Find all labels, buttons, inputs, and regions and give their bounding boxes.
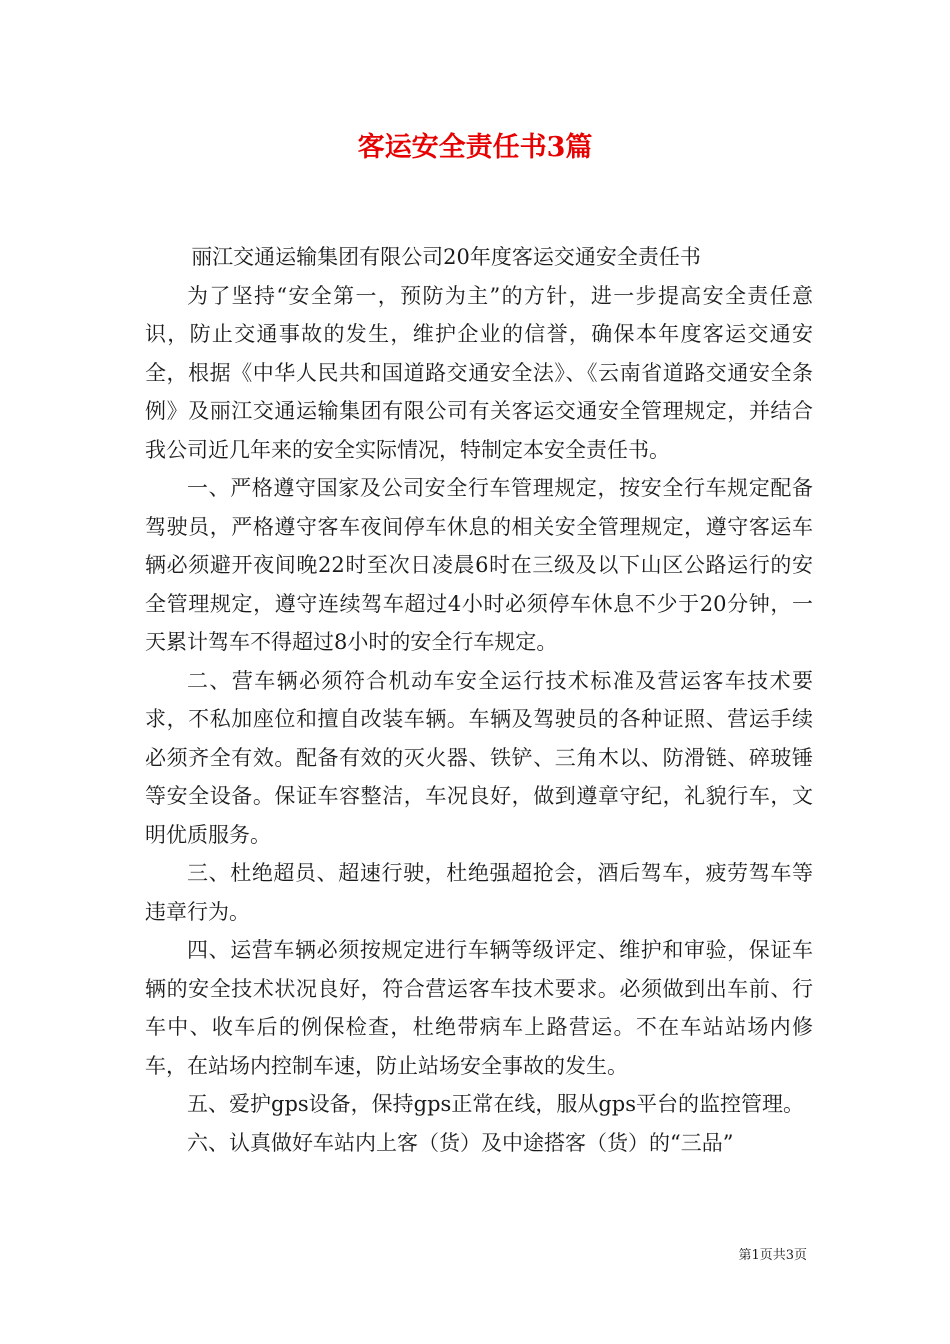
document-title: 客运安全责任书3篇: [357, 132, 593, 163]
paragraph-clause-2: 二、营车辆必须符合机动车安全运行技术标准及营运客车技术要求，不私加座位和擅自改装车辆。车辆及驾驶员的各种证照、营运手续必须齐全有效。配备有效的灭火器、铁铲、三角木以、防滑链、碎玻锤等安全设备。保证车容整洁，车况良好，做到遵章守纪，礼貌行车，文明优质服务。: [145, 668, 813, 847]
paragraph-clause-5: 五、爱护gps设备，保持gps正常在线，服从gps平台的监控管理。: [187, 1092, 804, 1116]
paragraph-heading: 丽江交通运输集团有限公司20年度客运交通安全责任书: [191, 245, 701, 269]
document-body: [145, 238, 813, 1162]
paragraph-clause-4: 四、运营车辆必须按规定进行车辆等级评定、维护和审验，保证车辆的安全技术状况良好，符合营运客车技术要求。必须做到出车前、行车中、收车后的例保检查，杜绝带病车上路营运。不在车站站场内修车，在站场内控制车速，防止站场安全事故的发生。: [145, 938, 813, 1078]
paragraph-clause-3: 三、杜绝超员、超速行驶，杜绝强超抢会，酒后驾车，疲劳驾车等违章行为。: [145, 861, 813, 924]
paragraph-clause-6: 六、认真做好车站内上客（货）及中途搭客（货）的“三品”: [187, 1130, 734, 1155]
paragraph-clause-1: 一、严格遵守国家及公司安全行车管理规定，按安全行车规定配备驾驶员，严格遵守客车夜间停车休息的相关安全管理规定，遵守客运车辆必须避开夜间晚22时至次日凌晨6时在三级及以下山区公路运行的安全管理规定，遵守连续驾车超过4小时必须停车休息不少于20分钟，一天累计驾车不得超过8小时的安全行车规定。: [145, 476, 813, 654]
paragraph-intro: 为了坚持“安全第一，预防为主”的方针，进一步提高安全责任意识，防止交通事故的发生，维护企业的信誉，确保本年度客运交通安全，根据《中华人民共和国道路交通安全法》、《云南省道路交通安全条例》及丽江交通运输集团有限公司有关客运交通安全管理规定，并结合我公司近几年来的安全实际情况，特制定本安全责任书。: [145, 283, 813, 462]
page-number: 第1页共3页: [738, 1248, 807, 1263]
